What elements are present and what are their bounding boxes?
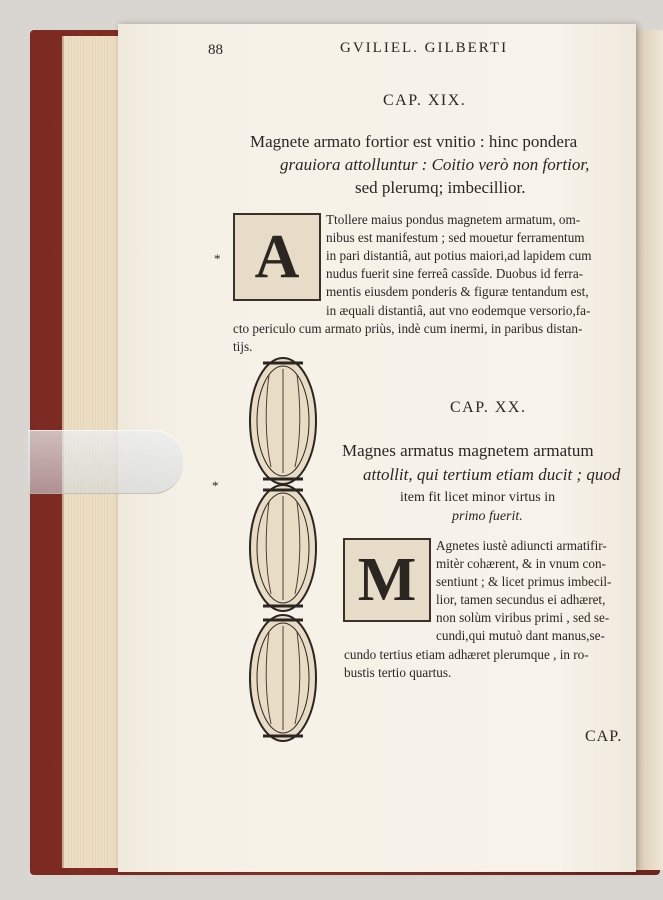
chapter-20-heading-line-2: attollit, qui tertium etiam ducit ; quod [363, 465, 621, 484]
page-number: 88 [208, 42, 223, 58]
running-head: GVILIEL. GILBERTI [340, 40, 509, 56]
clear-bookmark-ribbon [28, 430, 183, 494]
chapter-19-line-4: nudus fuerit sine ferreâ cassîde. Duobus id ferra- [326, 266, 584, 281]
chapter-19-heading-line-3: sed plerumq; imbecillior. [355, 178, 526, 197]
chapter-20-line-3: sentiunt ; & licet primus imbecil- [436, 574, 612, 589]
chapter-19-line-6: in æquali distantiâ, aut vno eodemque versorio,fa- [326, 303, 591, 318]
chapter-20-line-6: cundi,qui mutuò dant manus,se- [436, 628, 605, 643]
chapter-19-line-8: tijs. [233, 339, 253, 354]
chapter-19-line-7: cto periculo cum armato priùs, indè cum inermi, in paribus distan- [233, 321, 583, 336]
chapter-19-line-3: in pari distantiâ, aut potius maiori,ad lapidem cum [326, 248, 592, 263]
catchword: CAP. [585, 728, 623, 745]
chapter-20-line-8: bustis tertio quartus. [344, 665, 452, 680]
chapter-19-line-5: mentis eiusdem ponderis & figuræ tentandum est, [326, 284, 589, 299]
chapter-20-heading-line-3: item fit licet minor virtus in [400, 490, 556, 505]
chapter-20-line-7: cundo tertius etiam adhæret plerumque , in ro- [344, 647, 589, 662]
chapter-19-line-1: Ttollere maius pondus magnetem armatum, om- [326, 212, 581, 227]
chapter-19-heading-line-1: Magnete armato fortior est vnitio : hinc pondera [250, 132, 578, 151]
chapter-20-line-5: non solùm viribus primi , sed se- [436, 610, 610, 625]
chapter-19-line-2: nibus est manifestum ; sed mouetur ferramentum [326, 230, 585, 245]
chapter-20-line-4: lior, tamen secundus ei adhæret, [436, 592, 606, 607]
chapter-20-heading-line-1: Magnes armatus magnetem armatum [342, 441, 594, 460]
armed-magnet-illustration-1 [247, 355, 319, 487]
marginal-star-19: * [214, 251, 221, 266]
armed-magnet-illustration-2 [247, 482, 319, 614]
armed-magnet-illustration-3 [247, 612, 319, 744]
facing-page-edge [634, 30, 663, 870]
chapter-20-line-2: mitèr cohærent, & in vnum con- [436, 556, 606, 571]
decorated-initial-m: M [343, 538, 431, 622]
chapter-20-line-1: Agnetes iustè adiuncti armatifir- [436, 538, 607, 553]
chapter-20-title: CAP. XX. [450, 399, 527, 416]
chapter-19-heading-line-2: grauiora attolluntur : Coitio verò non fortior, [280, 155, 590, 174]
chapter-19-title: CAP. XIX. [383, 92, 467, 109]
marginal-star-20: * [212, 478, 219, 493]
decorated-initial-a: A [233, 213, 321, 301]
chapter-20-heading-line-4: primo fuerit. [452, 509, 523, 524]
